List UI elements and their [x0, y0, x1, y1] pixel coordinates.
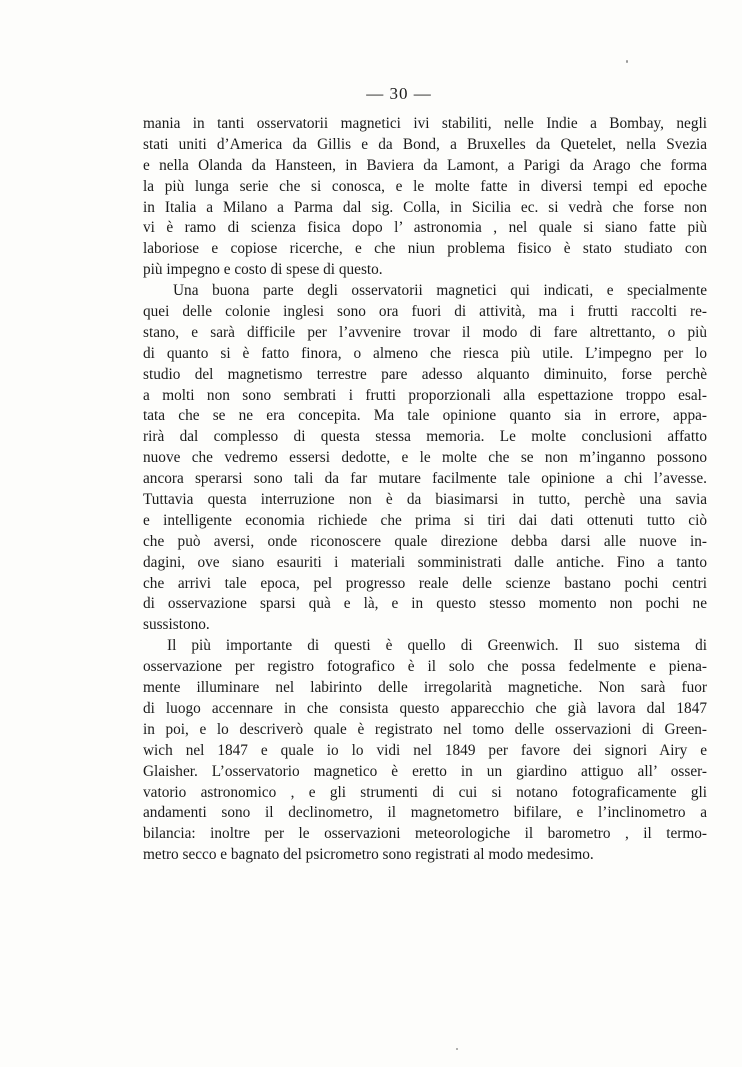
text-line: sussistono. [143, 616, 210, 634]
paragraph-first-line: Una buona parte degli osservatorii magnetici qui indicati, e specialmente [173, 282, 707, 300]
text-line: wich nel 1847 e quale io lo vidi nel 1849 per favore dei signori Airy e [143, 741, 707, 759]
body-text [143, 114, 707, 866]
text-line: metro secco e bagnato del psicrometro sono registrati al modo medesimo. [143, 846, 594, 864]
text-line: dagini, ove siano esauriti i materiali somministrati dalle antiche. Fino a tanto [143, 553, 707, 571]
text-line: di osservazione sparsi quà e là, e in questo stesso momento non pochi ne [143, 595, 707, 613]
text-line: osservazione per registro fotografico è il solo che possa fedelmente e piena- [143, 658, 707, 676]
paper-speck [456, 1048, 458, 1050]
text-line: e nella Olanda da Hansteen, in Baviera da Lamont, a Parigi da Arago che forma [143, 156, 707, 174]
text-line: bilancia: inoltre per le osservazioni meteorologiche il barometro , il termo- [143, 825, 707, 843]
text-line: mente illuminare nel labirinto delle irregolarità magnetiche. Non sarà fuor [143, 679, 707, 697]
text-line: in Italia a Milano a Parma dal sig. Colla, in Sicilia ec. si vedrà che forse non [143, 198, 707, 216]
text-line: laboriose e copiose ricerche, e che niun problema fisico è stato studiato con [143, 240, 707, 258]
text-line: studio del magnetismo terrestre pare adesso alquanto diminuito, forse perchè [143, 365, 707, 383]
text-line: nuove che vedremo essersi dedotte, e le molte che se non m’inganno possono [143, 449, 707, 467]
text-line: tata che se ne era concepita. Ma tale opinione quanto sia in errore, appa- [143, 407, 707, 425]
text-line: ancora sperarsi sono tali da far mutare facilmente tale opinione a chi l’avesse. [143, 470, 707, 488]
text-line: stati uniti d’America da Gillis e da Bond, a Bruxelles da Quetelet, nella Svezia [143, 135, 707, 153]
text-line: in poi, e lo descriverò quale è registrato nel tomo delle osservazioni di Green- [143, 720, 707, 738]
paragraph-first-line: Il più importante di questi è quello di Greenwich. Il suo sistema di [167, 637, 707, 655]
text-line: e intelligente economia richiede che prima si tiri dai dati ottenuti tutto ciò [143, 511, 707, 529]
text-line: più impegno e costo di spese di questo. [143, 261, 383, 279]
text-line: vatorio astronomico , e gli strumenti di cui si notano fotograficamente gli [143, 783, 707, 801]
text-line: andamenti sono il declinometro, il magnetometro bifilare, e l’inclinometro a [143, 804, 707, 822]
paper-speck [626, 60, 628, 63]
text-line: Tuttavia questa interruzione non è da biasimarsi in tutto, perchè una savia [143, 491, 707, 509]
text-line: che arrivi tale epoca, pel progresso reale delle scienze bastano pochi centri [143, 574, 707, 592]
text-line: rirà dal complesso di questa stessa memoria. Le molte conclusioni affatto [143, 428, 707, 446]
text-line: di luogo accennare in che consista questo apparecchio che già lavora dal 1847 [143, 699, 707, 717]
text-line: vi è ramo di scienza fisica dopo l’ astronomia , nel quale si siano fatte più [143, 219, 707, 237]
text-line: stano, e sarà difficile per l’avvenire trovar il modo di fare altrettanto, o più [143, 323, 707, 341]
text-line: quei delle colonie inglesi sono ora fuori di attività, ma i frutti raccolti re- [143, 303, 707, 321]
text-line: mania in tanti osservatorii magnetici ivi stabiliti, nelle Indie a Bombay, negli [143, 115, 707, 132]
text-line: Glaisher. L’osservatorio magnetico è eretto in un giardino attiguo all’ osser- [143, 762, 707, 780]
text-line: la più lunga serie che si conosca, e le molte fatte in diversi tempi ed epoche [143, 177, 707, 195]
text-line: che può aversi, onde riconoscere quale direzione debba darsi alle nuove in- [143, 532, 707, 550]
text-line: a molti non sono sembrati i frutti proporzionali alla espettazione troppo esal- [143, 386, 707, 404]
text-line: di quanto si è fatto finora, o almeno che riesca più utile. L’impegno per lo [143, 344, 707, 362]
page-number: — 30 — [366, 84, 432, 103]
